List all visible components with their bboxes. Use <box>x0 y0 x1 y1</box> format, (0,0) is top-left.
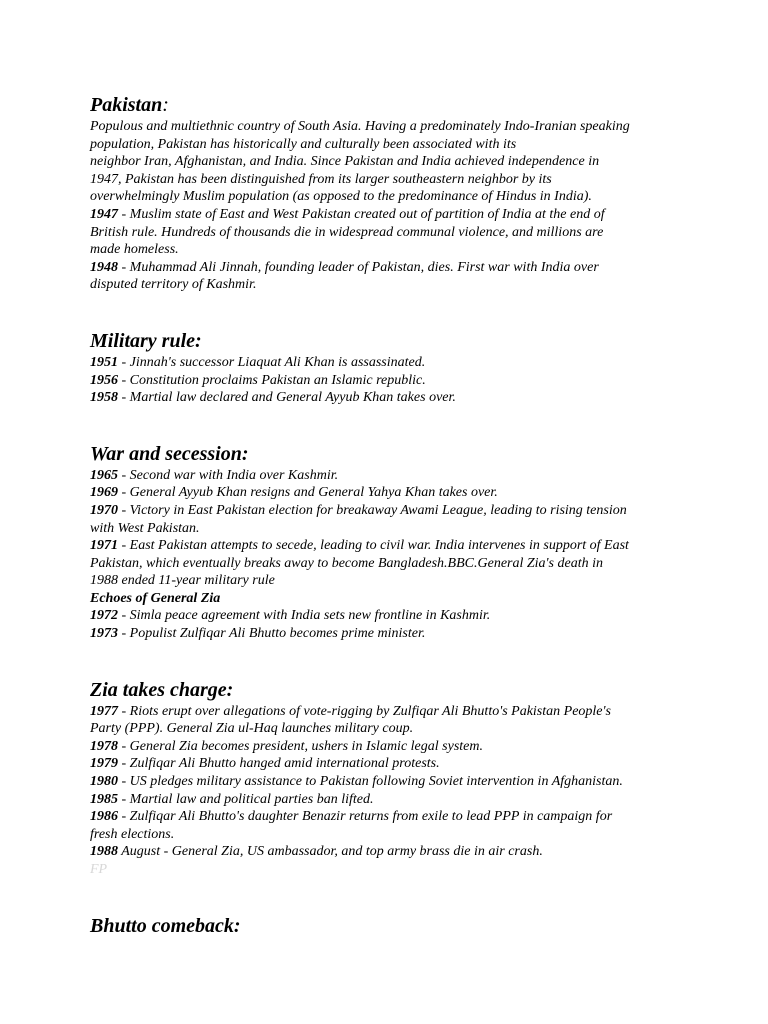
intro-line: population, Pakistan has historically and culturally been associated with its <box>90 136 517 152</box>
entry-continuation: fresh elections. <box>90 826 175 842</box>
section-bhutto-comeback <box>90 913 690 939</box>
entry-text: - Second war with India over Kashmir. <box>121 467 339 483</box>
entry-year: 1956 <box>90 372 118 388</box>
timeline-entry <box>90 625 690 643</box>
entry-continuation: Party (PPP). General Zia ul-Haq launches military coup. <box>90 721 414 737</box>
intro-line: neighbor Iran, Afghanistan, and India. Since Pakistan and India achieved independence in <box>90 154 600 170</box>
intro-line: overwhelmingly Muslim population (as opposed to the predominance of Hindus in India). <box>90 189 592 205</box>
entry-year: 1951 <box>90 354 118 370</box>
section-gap <box>90 294 690 328</box>
section-war-and-secession <box>90 441 690 643</box>
section-title-pakistan-text: Pakistan <box>90 94 163 116</box>
entry-year: 1970 <box>90 502 118 518</box>
entry-year: 1972 <box>90 608 118 624</box>
entry-year: 1948 <box>90 259 118 275</box>
entry-year: 1971 <box>90 538 118 554</box>
timeline-entry <box>90 808 690 826</box>
entry-continuation: made homeless. <box>90 242 179 258</box>
entry-continuation: 1988 ended 11-year military rule <box>90 573 275 589</box>
timeline-entry <box>90 206 690 224</box>
section-gap <box>90 407 690 441</box>
entry-text: - General Zia becomes president, ushers in Islamic legal system. <box>121 738 483 754</box>
entry-text: - General Ayyub Khan resigns and General Yahya Khan takes over. <box>121 485 498 501</box>
intro-line: 1947, Pakistan has been distinguished from its larger southeastern neighbor by its <box>90 171 552 187</box>
entry-text: - Jinnah's successor Liaquat Ali Khan is assassinated. <box>121 354 426 370</box>
intro-line: Populous and multiethnic country of South Asia. Having a predominately Indo-Iranian speaking <box>90 119 630 134</box>
entry-year: 1985 <box>90 791 118 807</box>
timeline-entry <box>90 703 690 721</box>
document-page <box>90 92 690 939</box>
entry-text: - Populist Zulfiqar Ali Bhutto becomes prime minister. <box>121 626 426 642</box>
section-military-rule <box>90 328 690 407</box>
section-title-pakistan-colon: : <box>162 94 169 116</box>
section-title-war-and-secession: War and secession: <box>90 442 249 465</box>
entry-text: - Martial law and political parties ban lifted. <box>121 791 374 807</box>
entry-year: 1979 <box>90 756 118 772</box>
timeline-entry <box>90 773 690 791</box>
entry-year: 1969 <box>90 485 118 501</box>
section-gap <box>90 879 690 913</box>
entry-year: 1973 <box>90 626 118 642</box>
entry-text: - Martial law declared and General Ayyub Khan takes over. <box>121 390 456 406</box>
timeline-entry <box>90 484 690 502</box>
entry-year: 1980 <box>90 774 118 790</box>
subheading-echoes-of-general-zia: Echoes of General Zia <box>90 590 221 606</box>
section-pakistan <box>90 92 690 294</box>
entry-text: - Zulfiqar Ali Bhutto's daughter Benazir returns from exile to lead PPP in campaign for <box>121 809 613 825</box>
timeline-entry <box>90 389 690 407</box>
timeline-entry <box>90 607 690 625</box>
timeline-entry <box>90 354 690 372</box>
timeline-entry <box>90 843 690 861</box>
entry-text: - Muslim state of East and West Pakistan created out of partition of India at the end of <box>121 206 605 222</box>
entry-year: 1978 <box>90 738 118 754</box>
section-title-bhutto-comeback: Bhutto comeback: <box>90 914 241 937</box>
entry-text: - US pledges military assistance to Pakistan following Soviet intervention in Afghanistan. <box>121 774 623 790</box>
entry-text: - Muhammad Ali Jinnah, founding leader of Pakistan, dies. First war with India over <box>121 259 599 275</box>
photo-credit: FP <box>90 862 108 877</box>
entry-text: - Constitution proclaims Pakistan an Islamic republic. <box>121 372 426 388</box>
timeline-entry <box>90 738 690 756</box>
timeline-entry <box>90 502 690 520</box>
entry-text: - Zulfiqar Ali Bhutto hanged amid international protests. <box>121 756 440 772</box>
entry-year: 1958 <box>90 390 118 406</box>
timeline-entry <box>90 537 690 555</box>
entry-year: 1988 <box>90 844 118 860</box>
entry-continuation: disputed territory of Kashmir. <box>90 277 257 293</box>
timeline-entry <box>90 791 690 809</box>
entry-year: 1965 <box>90 467 118 483</box>
entry-text: - Victory in East Pakistan election for breakaway Awami League, leading to rising tension <box>121 502 627 518</box>
entry-text: - East Pakistan attempts to secede, leading to civil war. India intervenes in support of East <box>121 538 629 554</box>
entry-continuation: Pakistan, which eventually breaks away to become Bangladesh.BBC.General Zia's death in <box>90 555 603 571</box>
section-gap <box>90 643 690 677</box>
entry-continuation: with West Pakistan. <box>90 520 200 536</box>
timeline-entry <box>90 755 690 773</box>
entry-text: August - General Zia, US ambassador, and top army brass die in air crash. <box>121 844 543 860</box>
timeline-entry <box>90 467 690 485</box>
section-title-pakistan <box>90 92 690 118</box>
entry-year: 1947 <box>90 206 118 222</box>
entry-year: 1986 <box>90 809 118 825</box>
entry-text: - Simla peace agreement with India sets new frontline in Kashmir. <box>121 608 491 624</box>
timeline-entry <box>90 259 690 277</box>
entry-continuation: British rule. Hundreds of thousands die in widespread communal violence, and millions are <box>90 224 604 240</box>
section-title-zia-takes-charge: Zia takes charge: <box>90 678 234 701</box>
entry-text: - Riots erupt over allegations of vote-rigging by Zulfiqar Ali Bhutto's Pakistan People's <box>121 703 611 719</box>
section-zia-takes-charge <box>90 677 690 879</box>
timeline-entry <box>90 372 690 390</box>
entry-year: 1977 <box>90 703 118 719</box>
section-title-military-rule: Military rule: <box>90 329 202 352</box>
